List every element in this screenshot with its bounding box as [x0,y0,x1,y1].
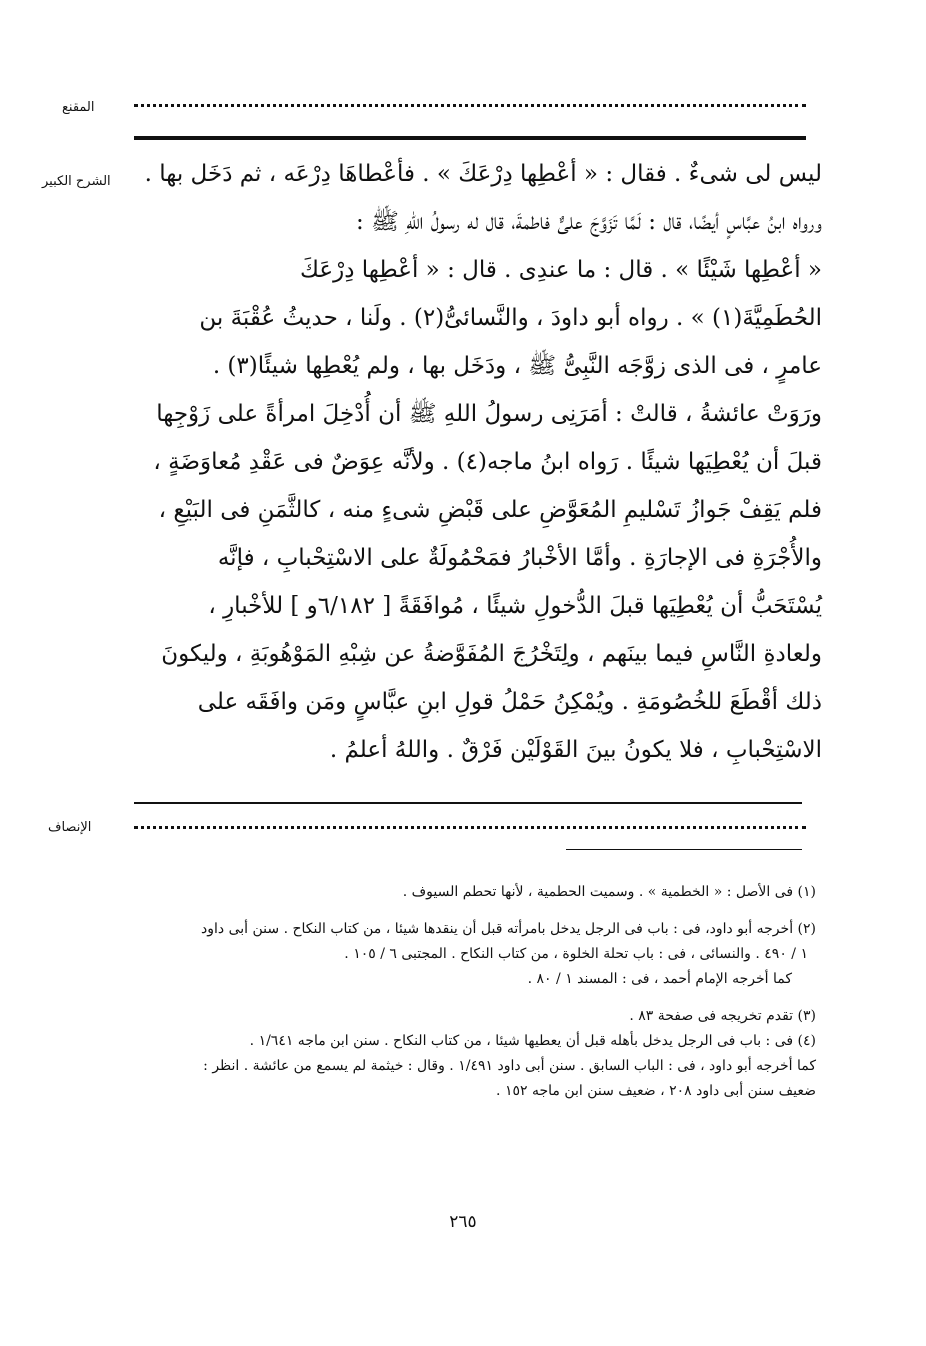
dotted-leader-top [134,104,806,110]
text-line: ولعادةِ النَّاسِ فيما بينَهم ، ولِتَخْرُجَ المُفَوَّضةُ عن شِبْهِ المَوْهُوبَةِ ، وليكونَ [161,641,822,667]
section-label-sharh: الشرح الكبير [42,174,111,189]
text-line: فلم يَقِفْ جَوازُ تَسْليمِ المُعَوَّضِ على قَبْضِ شىءٍ منه ، كالثَّمَنِ فى البَيْعِ ، [158,497,822,523]
footnote-2-cont: ١ / ٤٩٠ . والنسائى ، فى : باب تحلة الخلوة ، من كتاب النكاح . المجتبى ٦ / ١٠٥ . [344,946,808,962]
text-line: ذلك أقْطَعَ للخُصُومَةِ . ويُمْكِنُ حَمْلُ قولِ ابنِ عبَّاسٍ ومَن وافَقَه على [197,689,822,715]
text-line: والأُجْرَةِ فى الإجارَةِ . وأمَّا الأخْبارُ فمَحْمُولَةٌ على الاسْتِحْبابِ ، فإنَّه [217,545,822,571]
footnote-4-cont: كما أخرجه أبو داود ، فى : الباب السابق . سنن أبى داود ١/٤٩١ . وقال : خيثمة لم يسمع من عائشة . انظر : [203,1058,816,1074]
text-line: عامرٍ ، فى الذى زوَّجَه النَّبِىُّ ﷺ ، ودَخَل بها ، ولم يُعْطِها شيئًا(٣) . [212,353,822,379]
main-text [126,150,822,774]
text-line: الحُطَمِيَّةَ(١) » . رواه أبو داودَ ، والنَّسائىُّ(٢) . ولَنا ، حديثُ عُقْبَةَ بن [199,305,822,331]
footnote-4-cont: ضعيف سنن أبى داود ٢٠٨ ، ضعيف سنن ابن ماجه ١٥٢ . [496,1083,816,1099]
section-label-muqni: المقنع [62,100,95,115]
text-line: قبلَ أن يُعْطِيَها شيئًا . رَواه ابنُ ماجه(٤) . ولأنَّه عِوَضٌ فى عَقْدِ مُعاوَضَةٍ ، [153,449,822,475]
footnote-separator [566,849,802,850]
footnote-4: (٤) فى : باب فى الرجل يدخل بأهله قبل أن يعطيها شيئا ، من كتاب النكاح . سنن ابن ماجه ١/٦٤١ . [249,1033,816,1049]
main-end-rule [134,802,802,804]
text-line: « أعْطِها شَيْئًا » . قال : ما عندِى . قال : « أعْطِها دِرْعَكَ [300,257,822,283]
text-line: ورَوَتْ عائشةُ ، قالتْ : أمَرَنِى رسولُ اللهِ ﷺ أن أُدْخِلَ امرأةً على زَوْجِها [156,401,822,427]
dotted-leader-bottom [134,826,806,832]
footnote-2-cont: كما أخرجه الإمام أحمد ، فى : المسند ١ / ٨٠ . [527,971,792,987]
text-line: يُسْتَحَبُّ أن يُعْطِيَها قبلَ الدُّخولِ شيئًا ، مُوافَقَةً [ ٦/١٨٢و ] للأخْبارِ ، [208,593,822,619]
text-line: ورواه ابنُ عبَّاسٍ أيضًا، قال : لَمَّا تَزَوَّجَ علىٌّ فاطمةَ، قال له رسولُ اللهِ ﷺ : [356,209,822,235]
footnote-3: (٣) تقدم تخريجه فى صفحة ٨٣ . [629,1008,816,1024]
header-rule [134,136,806,140]
section-label-insaf: الإنصاف [48,820,92,835]
footnote-2: (٢) أخرجه أبو داود، فى : باب فى الرجل يدخل بامرأته قبل أن ينقدها شيئا ، من كتاب النكاح . سنن أبى داود [201,921,816,937]
footnotes [120,880,816,1104]
footnote-1: (١) فى الأصل : « الخطمية » . وسميت الحطمية ، لأنها تحطم السيوف . [402,884,816,900]
page-number: ٢٦٥ [449,1212,477,1232]
text-line: الاسْتِحْبابِ ، فلا يكونُ بينَ القَوْلَيْن فَرْقٌ . واللهُ أعلمُ . [329,737,822,763]
text-line: ليس لى شىءٌ . فقال : « أعْطِها دِرْعَكَ » . فأعْطاهَا دِرْعَه ، ثم دَخَل بها . [144,161,822,187]
